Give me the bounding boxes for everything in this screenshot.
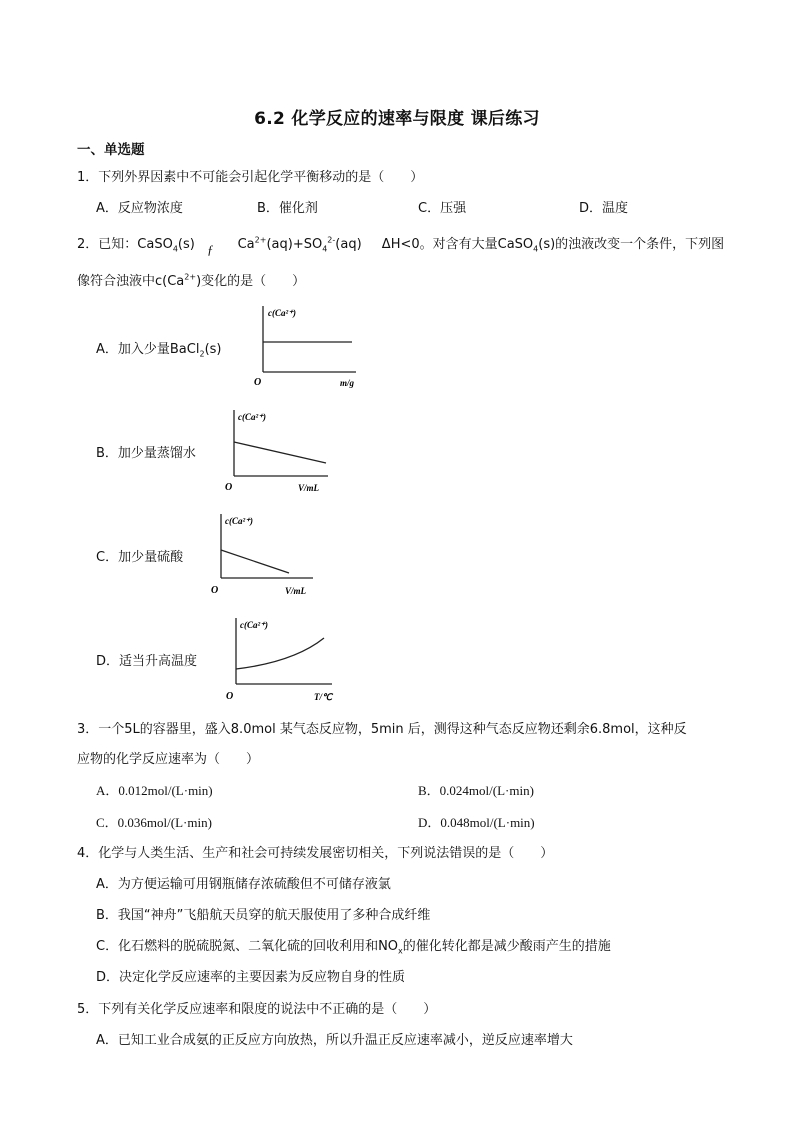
q2-option-a bbox=[96, 338, 221, 357]
q2-option-a-label: A．加入少量BaCl bbox=[96, 342, 200, 357]
graph-a-xlabel: m/g bbox=[340, 378, 355, 388]
q2-stem-part2: (s) bbox=[177, 237, 195, 252]
section-heading: 一、单选题 bbox=[77, 142, 145, 158]
q2-stem-prefix: 2．已知：CaSO bbox=[77, 237, 173, 252]
graph-d-curve bbox=[236, 638, 324, 669]
graph-c-curve bbox=[221, 550, 289, 573]
question-3-stem-line2: 应物的化学反应速率为（ ） bbox=[77, 752, 260, 767]
graph-d bbox=[224, 614, 344, 704]
question-2-stem-line2 bbox=[77, 270, 305, 289]
graph-c-ylabel: c(Ca²⁺) bbox=[225, 516, 253, 526]
q2-sup: 2+ bbox=[254, 235, 267, 245]
q4-option-c-a: C．化石燃料的脱硫脱氮、二氧化硫的回收利用和NO bbox=[96, 939, 399, 954]
q1-option-a: A．反应物浓度 bbox=[96, 201, 183, 216]
q2-option-a-suffix: (s) bbox=[204, 342, 222, 357]
page-title: 6.2 化学反应的速率与限度 课后练习 bbox=[254, 109, 540, 129]
graph-d-origin: O bbox=[226, 691, 234, 702]
q3-option-c: C．0.036mol/(L·min) bbox=[96, 815, 212, 830]
q4-option-c-sub: x bbox=[398, 946, 403, 956]
q2-stem-part7: (s)的浊液改变一个条件，下列图 bbox=[538, 237, 725, 252]
q2-option-c: C．加少量硫酸 bbox=[96, 550, 184, 565]
graph-c-origin: O bbox=[211, 585, 219, 596]
q4-option-c bbox=[96, 935, 611, 954]
q4-option-c-b: 的催化转化都是减少酸雨产生的措施 bbox=[402, 939, 611, 954]
graph-b-ylabel: c(Ca²⁺) bbox=[238, 412, 266, 422]
q4-option-b: B．我国“神舟”飞船航天员穿的航天服使用了多种合成纤维 bbox=[96, 908, 431, 923]
q2-option-b: B．加少量蒸馏水 bbox=[96, 446, 196, 461]
q4-option-a: A．为方便运输可用钢瓶储存浓硫酸但不可储存液氯 bbox=[96, 877, 391, 892]
question-4-stem: 4．化学与人类生活、生产和社会可持续发展密切相关，下列说法错误的是（ ） bbox=[77, 846, 554, 861]
q1-option-b: B．催化剂 bbox=[257, 201, 318, 216]
graph-a bbox=[248, 302, 360, 390]
graph-c bbox=[209, 510, 321, 598]
question-2-stem-line1 bbox=[77, 233, 725, 257]
question-5-stem: 5．下列有关化学反应速率和限度的说法中不正确的是（ ） bbox=[77, 1002, 437, 1017]
question-1-stem: 1．下列外界因素中不可能会引起化学平衡移动的是（ ） bbox=[77, 170, 424, 185]
graph-a-origin: O bbox=[254, 377, 262, 388]
q2-sub: 4 bbox=[533, 244, 539, 254]
q2-sub: 4 bbox=[172, 244, 178, 254]
q2-stem-line2-a: 像符合浊液中c(Ca bbox=[77, 274, 185, 289]
q1-option-c: C．压强 bbox=[418, 201, 467, 216]
graph-b bbox=[224, 406, 336, 496]
q3-option-a: A．0.012mol/(L·min) bbox=[96, 783, 213, 798]
q2-stem-part6: ΔH<0。对含有大量CaSO bbox=[381, 237, 534, 252]
q3-option-d: D．0.048mol/(L·min) bbox=[418, 815, 535, 830]
q1-option-d: D．温度 bbox=[579, 201, 629, 216]
q2-option-d: D．适当升高温度 bbox=[96, 654, 198, 669]
q2-stem-line2-b: )变化的是（ ） bbox=[196, 274, 306, 289]
question-3-stem-line1: 3．一个5L的容器里，盛入8.0mol 某气态反应物，5min 后，测得这种气态反应物还剩余6.8mol，这种反 bbox=[77, 722, 687, 737]
q2-stem-part3: Ca bbox=[237, 237, 255, 252]
graph-c-xlabel: V/mL bbox=[285, 586, 307, 596]
equilibrium-arrow-icon: ƒ bbox=[206, 242, 214, 257]
q2-stem-part4: (aq)+SO bbox=[266, 237, 323, 252]
graph-b-origin: O bbox=[225, 482, 233, 493]
q2-sup: 2+ bbox=[184, 272, 197, 282]
q2-stem-part5: (aq) bbox=[335, 237, 362, 252]
graph-a-ylabel: c(Ca²⁺) bbox=[268, 308, 296, 318]
q2-sup: 2- bbox=[327, 235, 336, 245]
graph-b-curve bbox=[234, 442, 326, 463]
q2-option-a-sub: 2 bbox=[199, 349, 205, 359]
graph-d-xlabel: T/℃ bbox=[314, 692, 333, 702]
graph-b-xlabel: V/mL bbox=[298, 483, 320, 493]
graph-d-ylabel: c(Ca²⁺) bbox=[240, 620, 268, 630]
q2-sub: 4 bbox=[322, 244, 328, 254]
q5-option-a: A．已知工业合成氨的正反应方向放热，所以升温正反应速率减小，逆反应速率增大 bbox=[96, 1033, 573, 1048]
q3-option-b: B．0.024mol/(L·min) bbox=[418, 783, 534, 798]
q4-option-d: D．决定化学反应速率的主要因素为反应物自身的性质 bbox=[96, 970, 406, 985]
